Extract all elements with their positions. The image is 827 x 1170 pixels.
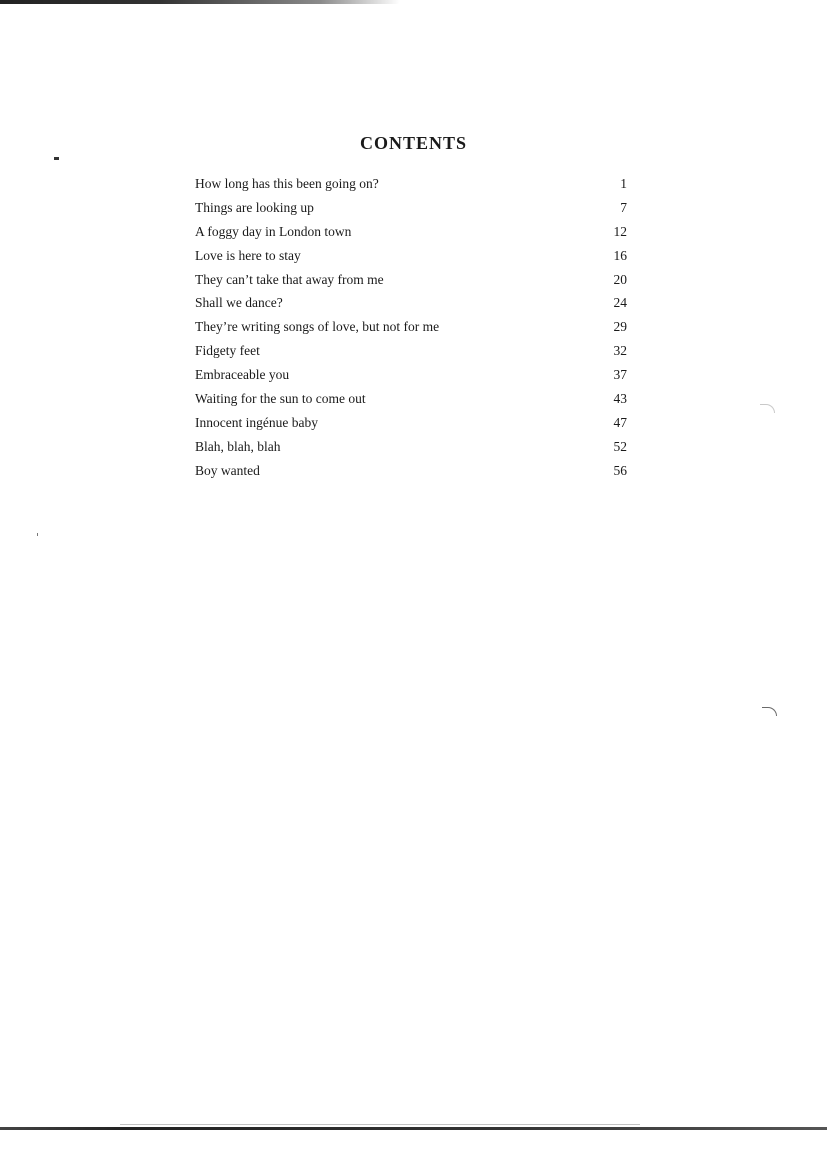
toc-entry-page-number: 56	[613, 462, 627, 478]
toc-entry	[195, 268, 627, 292]
toc-entry-page-number: 52	[613, 438, 627, 454]
toc-entry-page-number: 37	[613, 367, 627, 383]
scan-edge-bottom	[0, 1127, 827, 1130]
toc-entry	[195, 196, 627, 220]
toc-entry	[195, 363, 627, 387]
table-of-contents	[195, 172, 627, 483]
toc-entry	[195, 339, 627, 363]
toc-entry	[195, 220, 627, 244]
scan-speck	[37, 533, 38, 536]
scan-edge-top	[0, 0, 400, 4]
scan-speck	[54, 157, 59, 160]
toc-entry	[195, 291, 627, 315]
toc-entry-title: They can’t take that away from me	[195, 271, 384, 287]
toc-entry-title: Embraceable you	[195, 367, 290, 383]
toc-entry-page-number: 1	[620, 176, 627, 191]
toc-entry-title: How long has this been going on?	[195, 176, 379, 191]
toc-entry-page-number: 32	[613, 343, 627, 359]
toc-entry-title: Things are looking up	[195, 199, 314, 215]
toc-entry-title: Shall we dance?	[195, 295, 283, 311]
toc-entry-page-number: 43	[613, 391, 627, 407]
toc-entry	[195, 315, 627, 339]
toc-entry	[195, 459, 627, 483]
toc-entry-title: Innocent ingénue baby	[195, 414, 318, 430]
toc-entry-title: Fidgety feet	[195, 343, 260, 359]
toc-entry	[195, 387, 627, 411]
scan-mark	[762, 707, 777, 716]
toc-entry-page-number: 16	[613, 247, 627, 263]
scan-mark	[760, 404, 775, 413]
toc-entry-page-number: 24	[613, 295, 627, 311]
toc-entry-page-number: 20	[613, 271, 627, 287]
toc-entry-page-number: 12	[613, 223, 627, 239]
toc-entry-title: Boy wanted	[195, 462, 260, 478]
toc-entry	[195, 411, 627, 435]
page-title: CONTENTS	[359, 133, 468, 154]
scan-edge-bottom	[120, 1124, 640, 1125]
toc-entry-page-number: 7	[620, 199, 627, 215]
toc-entry-page-number: 29	[613, 319, 627, 335]
toc-entry	[195, 435, 627, 459]
toc-entry-title: A foggy day in London town	[195, 223, 352, 239]
toc-entry-title: They’re writing songs of love, but not for me	[195, 319, 440, 335]
toc-entry	[195, 172, 627, 196]
toc-entry-title: Blah, blah, blah	[195, 438, 281, 454]
toc-entry-page-number: 47	[613, 414, 627, 430]
toc-entry	[195, 244, 627, 268]
toc-entry-title: Waiting for the sun to come out	[195, 391, 366, 407]
toc-entry-title: Love is here to stay	[195, 247, 301, 263]
